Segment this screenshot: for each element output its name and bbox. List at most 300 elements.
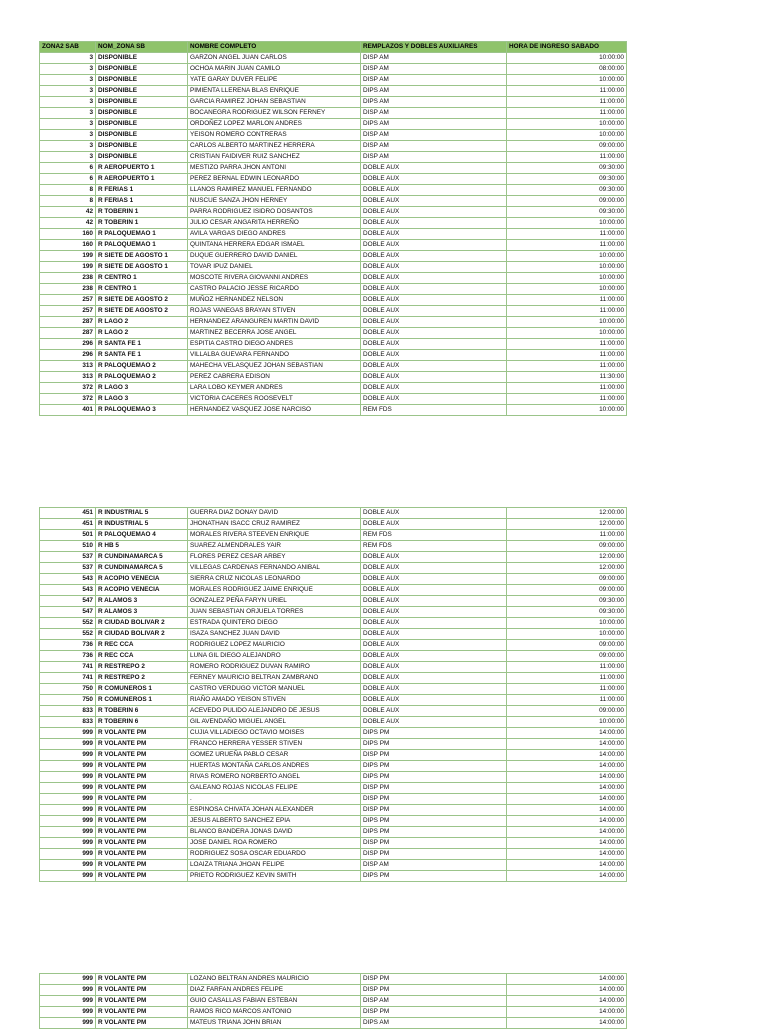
cell-hora: 11:30:00 bbox=[507, 372, 627, 383]
cell-tipo: DIPS AM bbox=[361, 86, 507, 97]
cell-tipo: DISP AM bbox=[361, 141, 507, 152]
cell-nombre: OCHOA MARIN JUAN CAMILO bbox=[188, 64, 361, 75]
cell-hora: 14:00:00 bbox=[507, 985, 627, 996]
cell-nom: R AEROPUERTO 1 bbox=[96, 163, 188, 174]
cell-tipo: DISP PM bbox=[361, 1007, 507, 1018]
cell-nom: R VOLANTE PM bbox=[96, 827, 188, 838]
cell-nom: R TOBERIN 1 bbox=[96, 218, 188, 229]
cell-zona: 372 bbox=[40, 394, 96, 405]
table-row bbox=[40, 750, 627, 761]
cell-nom: R REC CCA bbox=[96, 640, 188, 651]
cell-tipo: DOBLE AUX bbox=[361, 339, 507, 350]
roster-table-1 bbox=[39, 41, 627, 416]
table-row bbox=[40, 996, 627, 1007]
table-row bbox=[40, 541, 627, 552]
table-body-2 bbox=[40, 508, 627, 882]
cell-tipo: REM FDS bbox=[361, 541, 507, 552]
table-row bbox=[40, 739, 627, 750]
cell-nom: R VOLANTE PM bbox=[96, 871, 188, 882]
cell-tipo: DOBLE AUX bbox=[361, 673, 507, 684]
cell-hora: 10:00:00 bbox=[507, 317, 627, 328]
table-row bbox=[40, 119, 627, 130]
cell-nombre: BLANCO BANDERA JONAS DAVID bbox=[188, 827, 361, 838]
cell-tipo: DOBLE AUX bbox=[361, 284, 507, 295]
cell-hora: 10:00:00 bbox=[507, 328, 627, 339]
cell-nombre: JHONATHAN ISACC CRUZ RAMIREZ bbox=[188, 519, 361, 530]
cell-nom: R SIETE DE AGOSTO 2 bbox=[96, 295, 188, 306]
cell-tipo: REM FDS bbox=[361, 405, 507, 416]
cell-tipo: DISP PM bbox=[361, 985, 507, 996]
cell-nombre: CASTRO VERDUGO VICTOR MANUEL bbox=[188, 684, 361, 695]
table-row bbox=[40, 130, 627, 141]
cell-nom: R VOLANTE PM bbox=[96, 772, 188, 783]
table-block-2 bbox=[39, 507, 626, 882]
cell-tipo: DOBLE AUX bbox=[361, 306, 507, 317]
cell-tipo: DISP PM bbox=[361, 838, 507, 849]
table-row bbox=[40, 673, 627, 684]
cell-zona: 401 bbox=[40, 405, 96, 416]
cell-nombre: MATEUS TRIANA JOHN BRIAN bbox=[188, 1018, 361, 1029]
cell-zona: 833 bbox=[40, 706, 96, 717]
cell-zona: 296 bbox=[40, 339, 96, 350]
table-row bbox=[40, 596, 627, 607]
cell-nombre: DUQUE GUERRERO DAVID DANIEL bbox=[188, 251, 361, 262]
cell-zona: 736 bbox=[40, 640, 96, 651]
cell-zona: 160 bbox=[40, 229, 96, 240]
cell-hora: 09:30:00 bbox=[507, 596, 627, 607]
cell-nombre: ESTRADA QUINTERO DIEGO bbox=[188, 618, 361, 629]
cell-zona: 999 bbox=[40, 838, 96, 849]
cell-zona: 257 bbox=[40, 306, 96, 317]
cell-nom: R LAGO 2 bbox=[96, 328, 188, 339]
cell-tipo: DOBLE AUX bbox=[361, 651, 507, 662]
cell-nom: R VOLANTE PM bbox=[96, 761, 188, 772]
cell-tipo: DIPS PM bbox=[361, 739, 507, 750]
table-row bbox=[40, 207, 627, 218]
cell-nom: R SANTA FE 1 bbox=[96, 339, 188, 350]
header-row bbox=[40, 42, 627, 53]
table-row bbox=[40, 1018, 627, 1029]
cell-nom: DISPONIBLE bbox=[96, 64, 188, 75]
cell-hora: 14:00:00 bbox=[507, 728, 627, 739]
table-row bbox=[40, 552, 627, 563]
cell-nombre: SIERRA CRUZ NICOLAS LEONARDO bbox=[188, 574, 361, 585]
cell-nombre: MOSCOTE RIVERA GIOVANNI ANDRES bbox=[188, 273, 361, 284]
cell-zona: 313 bbox=[40, 372, 96, 383]
cell-nombre: BOCANEGRA RODRIGUEZ WILSON FERNEY bbox=[188, 108, 361, 119]
cell-zona: 42 bbox=[40, 218, 96, 229]
cell-nom: R VOLANTE PM bbox=[96, 750, 188, 761]
table-row bbox=[40, 640, 627, 651]
cell-nombre: RAMOS RICO MARCOS ANTONIO bbox=[188, 1007, 361, 1018]
table-row bbox=[40, 585, 627, 596]
table-row bbox=[40, 251, 627, 262]
cell-nombre: ROJAS VANEGAS BRAYAN STIVEN bbox=[188, 306, 361, 317]
cell-hora: 11:00:00 bbox=[507, 361, 627, 372]
cell-nombre: VICTORIA CACERES ROOSEVELT bbox=[188, 394, 361, 405]
cell-nom: R SIETE DE AGOSTO 2 bbox=[96, 306, 188, 317]
table-row bbox=[40, 805, 627, 816]
cell-nom: R PALOQUEMAO 3 bbox=[96, 405, 188, 416]
cell-nom: DISPONIBLE bbox=[96, 130, 188, 141]
cell-nom: R TOBERIN 1 bbox=[96, 207, 188, 218]
table-row bbox=[40, 783, 627, 794]
cell-hora: 10:00:00 bbox=[507, 262, 627, 273]
cell-hora: 11:00:00 bbox=[507, 295, 627, 306]
cell-zona: 741 bbox=[40, 673, 96, 684]
table-row bbox=[40, 849, 627, 860]
cell-nombre: ORDOÑEZ LOPEZ MARLON ANDRES bbox=[188, 119, 361, 130]
cell-nombre: RIVAS ROMERO NORBERTO ANGEL bbox=[188, 772, 361, 783]
cell-hora: 10:00:00 bbox=[507, 119, 627, 130]
cell-tipo: DISP AM bbox=[361, 53, 507, 64]
table-row bbox=[40, 827, 627, 838]
cell-hora: 09:00:00 bbox=[507, 541, 627, 552]
cell-tipo: DOBLE AUX bbox=[361, 295, 507, 306]
cell-zona: 3 bbox=[40, 53, 96, 64]
cell-zona: 257 bbox=[40, 295, 96, 306]
table-row bbox=[40, 262, 627, 273]
cell-hora: 10:00:00 bbox=[507, 53, 627, 64]
cell-zona: 750 bbox=[40, 695, 96, 706]
cell-hora: 09:30:00 bbox=[507, 174, 627, 185]
cell-nom: R CUNDINAMARCA 5 bbox=[96, 552, 188, 563]
table-row bbox=[40, 530, 627, 541]
cell-tipo: DOBLE AUX bbox=[361, 207, 507, 218]
table-row bbox=[40, 108, 627, 119]
cell-nombre: QUINTANA HERRERA EDGAR ISMAEL bbox=[188, 240, 361, 251]
cell-zona: 3 bbox=[40, 75, 96, 86]
cell-zona: 543 bbox=[40, 574, 96, 585]
cell-nombre: LARA LOBO KEYMER ANDRES bbox=[188, 383, 361, 394]
cell-nombre: FERNEY MAURICIO BELTRAN ZAMBRANO bbox=[188, 673, 361, 684]
cell-nom: R LAGO 3 bbox=[96, 383, 188, 394]
cell-nom: DISPONIBLE bbox=[96, 152, 188, 163]
cell-hora: 14:00:00 bbox=[507, 838, 627, 849]
cell-zona: 833 bbox=[40, 717, 96, 728]
cell-hora: 14:00:00 bbox=[507, 996, 627, 1007]
table-body-3 bbox=[40, 974, 627, 1029]
cell-hora: 14:00:00 bbox=[507, 849, 627, 860]
cell-nom: DISPONIBLE bbox=[96, 75, 188, 86]
cell-hora: 10:00:00 bbox=[507, 130, 627, 141]
table-row bbox=[40, 185, 627, 196]
cell-hora: 12:00:00 bbox=[507, 508, 627, 519]
table-row bbox=[40, 662, 627, 673]
cell-nombre: GALEANO ROJAS NICOLAS FELIPE bbox=[188, 783, 361, 794]
cell-hora: 10:00:00 bbox=[507, 218, 627, 229]
table-row bbox=[40, 328, 627, 339]
cell-nombre: FLORES PEREZ CESAR ARBEY bbox=[188, 552, 361, 563]
cell-hora: 11:00:00 bbox=[507, 152, 627, 163]
cell-nombre: GUERRA DIAZ DONAY DAVID bbox=[188, 508, 361, 519]
cell-zona: 160 bbox=[40, 240, 96, 251]
cell-zona: 547 bbox=[40, 607, 96, 618]
cell-nombre: MAHECHA VELASQUEZ JOHAN SEBASTIAN bbox=[188, 361, 361, 372]
cell-hora: 09:00:00 bbox=[507, 640, 627, 651]
cell-tipo: DISP AM bbox=[361, 996, 507, 1007]
cell-zona: 999 bbox=[40, 1007, 96, 1018]
cell-hora: 11:00:00 bbox=[507, 673, 627, 684]
cell-tipo: DIPS PM bbox=[361, 827, 507, 838]
cell-tipo: DOBLE AUX bbox=[361, 273, 507, 284]
cell-nom: DISPONIBLE bbox=[96, 119, 188, 130]
table-row bbox=[40, 607, 627, 618]
cell-hora: 11:00:00 bbox=[507, 684, 627, 695]
cell-hora: 11:00:00 bbox=[507, 108, 627, 119]
cell-nombre: JESUS ALBERTO SANCHEZ EPIA bbox=[188, 816, 361, 827]
cell-hora: 14:00:00 bbox=[507, 794, 627, 805]
cell-nom: R COMUNEROS 1 bbox=[96, 684, 188, 695]
cell-tipo: DOBLE AUX bbox=[361, 328, 507, 339]
cell-zona: 999 bbox=[40, 974, 96, 985]
cell-nom: R SIETE DE AGOSTO 1 bbox=[96, 262, 188, 273]
cell-tipo: DOBLE AUX bbox=[361, 240, 507, 251]
cell-tipo: DOBLE AUX bbox=[361, 394, 507, 405]
cell-hora: 10:00:00 bbox=[507, 251, 627, 262]
cell-nombre: VILLALBA GUEVARA FERNANDO bbox=[188, 350, 361, 361]
cell-tipo: DIPS AM bbox=[361, 1018, 507, 1029]
cell-nom: R RESTREPO 2 bbox=[96, 662, 188, 673]
cell-nom: R VOLANTE PM bbox=[96, 1007, 188, 1018]
cell-tipo: DISP AM bbox=[361, 130, 507, 141]
table-row bbox=[40, 75, 627, 86]
cell-tipo: DOBLE AUX bbox=[361, 508, 507, 519]
cell-hora: 11:00:00 bbox=[507, 86, 627, 97]
cell-nombre: MESTIZO PARRA JHON ANTONI bbox=[188, 163, 361, 174]
table-row bbox=[40, 629, 627, 640]
cell-zona: 999 bbox=[40, 816, 96, 827]
table-row bbox=[40, 174, 627, 185]
cell-hora: 14:00:00 bbox=[507, 860, 627, 871]
header-remplazos: REMPLAZOS Y DOBLES AUXILIARES bbox=[361, 42, 507, 53]
cell-zona: 537 bbox=[40, 552, 96, 563]
cell-nombre: LUNA GIL DIEGO ALEJANDRO bbox=[188, 651, 361, 662]
cell-hora: 10:00:00 bbox=[507, 284, 627, 295]
cell-tipo: DOBLE AUX bbox=[361, 185, 507, 196]
cell-nom: R ACOPIO VENECIA bbox=[96, 574, 188, 585]
cell-zona: 372 bbox=[40, 383, 96, 394]
cell-nom: R VOLANTE PM bbox=[96, 838, 188, 849]
header-nom-zona: NOM_ZONA SB bbox=[96, 42, 188, 53]
cell-hora: 09:00:00 bbox=[507, 651, 627, 662]
cell-nombre: NUSCUE SANZA JHON HERNEY bbox=[188, 196, 361, 207]
cell-tipo: DISP AM bbox=[361, 64, 507, 75]
cell-nom: R RESTREPO 2 bbox=[96, 673, 188, 684]
cell-zona: 999 bbox=[40, 871, 96, 882]
cell-tipo: DOBLE AUX bbox=[361, 383, 507, 394]
cell-tipo: DISP PM bbox=[361, 805, 507, 816]
cell-tipo: DISP PM bbox=[361, 794, 507, 805]
cell-tipo: DIPS AM bbox=[361, 97, 507, 108]
table-row bbox=[40, 196, 627, 207]
cell-hora: 11:00:00 bbox=[507, 383, 627, 394]
cell-nom: R FERIAS 1 bbox=[96, 196, 188, 207]
cell-nom: R CUNDINAMARCA 5 bbox=[96, 563, 188, 574]
table-row bbox=[40, 218, 627, 229]
cell-tipo: DOBLE AUX bbox=[361, 229, 507, 240]
cell-nom: R ACOPIO VENECIA bbox=[96, 585, 188, 596]
cell-nom: R FERIAS 1 bbox=[96, 185, 188, 196]
cell-hora: 14:00:00 bbox=[507, 772, 627, 783]
cell-nom: DISPONIBLE bbox=[96, 86, 188, 97]
cell-zona: 999 bbox=[40, 860, 96, 871]
cell-nom: R INDUSTRIAL 5 bbox=[96, 508, 188, 519]
cell-zona: 6 bbox=[40, 174, 96, 185]
cell-hora: 09:00:00 bbox=[507, 196, 627, 207]
cell-tipo: DISP AM bbox=[361, 860, 507, 871]
cell-hora: 09:00:00 bbox=[507, 706, 627, 717]
cell-zona: 999 bbox=[40, 739, 96, 750]
cell-hora: 10:00:00 bbox=[507, 405, 627, 416]
table-row bbox=[40, 394, 627, 405]
cell-tipo: DOBLE AUX bbox=[361, 262, 507, 273]
cell-zona: 741 bbox=[40, 662, 96, 673]
cell-hora: 14:00:00 bbox=[507, 1007, 627, 1018]
header-nombre: NOMBRE COMPLETO bbox=[188, 42, 361, 53]
table-row bbox=[40, 508, 627, 519]
cell-nom: R TOBERIN 6 bbox=[96, 717, 188, 728]
table-row bbox=[40, 405, 627, 416]
cell-nombre: CARLOS ALBERTO MARTINEZ HERRERA bbox=[188, 141, 361, 152]
table-block-3 bbox=[39, 973, 626, 1029]
cell-nombre: ROMERO RODRIGUEZ DUVAN RAMIRO bbox=[188, 662, 361, 673]
cell-nombre: ESPINOSA CHIVATA JOHAN ALEXANDER bbox=[188, 805, 361, 816]
cell-hora: 14:00:00 bbox=[507, 739, 627, 750]
table-row bbox=[40, 383, 627, 394]
cell-zona: 999 bbox=[40, 750, 96, 761]
cell-nom: R VOLANTE PM bbox=[96, 805, 188, 816]
cell-tipo: DIPS PM bbox=[361, 728, 507, 739]
cell-tipo: DOBLE AUX bbox=[361, 317, 507, 328]
cell-nom: DISPONIBLE bbox=[96, 108, 188, 119]
cell-nombre: . bbox=[188, 794, 361, 805]
cell-nombre: ESPITIA CASTRO DIEGO ANDRES bbox=[188, 339, 361, 350]
cell-tipo: DISP AM bbox=[361, 152, 507, 163]
cell-hora: 14:00:00 bbox=[507, 805, 627, 816]
cell-nombre: HUERTAS MONTAÑA CARLOS ANDRES bbox=[188, 761, 361, 772]
cell-nom: R CIUDAD BOLIVAR 2 bbox=[96, 629, 188, 640]
cell-tipo: DIPS PM bbox=[361, 772, 507, 783]
cell-tipo: DOBLE AUX bbox=[361, 695, 507, 706]
cell-nom: R COMUNEROS 1 bbox=[96, 695, 188, 706]
cell-tipo: DISP PM bbox=[361, 849, 507, 860]
cell-nombre: LLANOS RAMIREZ MANUEL FERNANDO bbox=[188, 185, 361, 196]
cell-zona: 999 bbox=[40, 761, 96, 772]
cell-hora: 09:30:00 bbox=[507, 185, 627, 196]
cell-zona: 3 bbox=[40, 130, 96, 141]
table-row bbox=[40, 728, 627, 739]
cell-zona: 3 bbox=[40, 86, 96, 97]
table-row bbox=[40, 574, 627, 585]
table-row bbox=[40, 86, 627, 97]
table-row bbox=[40, 1007, 627, 1018]
table-row bbox=[40, 240, 627, 251]
cell-zona: 537 bbox=[40, 563, 96, 574]
cell-tipo: DOBLE AUX bbox=[361, 607, 507, 618]
cell-tipo: DOBLE AUX bbox=[361, 629, 507, 640]
cell-zona: 451 bbox=[40, 519, 96, 530]
cell-hora: 09:30:00 bbox=[507, 163, 627, 174]
cell-zona: 3 bbox=[40, 119, 96, 130]
cell-nombre: CASTRO PALACIO JESSE RICARDO bbox=[188, 284, 361, 295]
cell-hora: 10:00:00 bbox=[507, 717, 627, 728]
table-row bbox=[40, 985, 627, 996]
cell-nom: R PALOQUEMAO 1 bbox=[96, 229, 188, 240]
cell-zona: 736 bbox=[40, 651, 96, 662]
cell-nom: R LAGO 2 bbox=[96, 317, 188, 328]
cell-hora: 14:00:00 bbox=[507, 974, 627, 985]
cell-nom: R CENTRO 1 bbox=[96, 273, 188, 284]
cell-nombre: CRISTIAN FAIDIVER RUIZ SANCHEZ bbox=[188, 152, 361, 163]
cell-nombre: MARTINEZ BECERRA JOSE ANGEL bbox=[188, 328, 361, 339]
table-row bbox=[40, 772, 627, 783]
cell-zona: 238 bbox=[40, 273, 96, 284]
cell-hora: 12:00:00 bbox=[507, 552, 627, 563]
cell-hora: 11:00:00 bbox=[507, 97, 627, 108]
cell-nom: DISPONIBLE bbox=[96, 53, 188, 64]
cell-zona: 8 bbox=[40, 185, 96, 196]
cell-nom: R VOLANTE PM bbox=[96, 783, 188, 794]
cell-zona: 199 bbox=[40, 262, 96, 273]
table-row bbox=[40, 295, 627, 306]
table-row bbox=[40, 706, 627, 717]
cell-nom: R VOLANTE PM bbox=[96, 794, 188, 805]
cell-nombre: PARRA RODRIGUEZ ISIDRO DOSANTOS bbox=[188, 207, 361, 218]
table-row bbox=[40, 618, 627, 629]
cell-tipo: DOBLE AUX bbox=[361, 196, 507, 207]
cell-nombre: YATE GARAY DUVER FELIPE bbox=[188, 75, 361, 86]
cell-nom: R VOLANTE PM bbox=[96, 996, 188, 1007]
cell-nombre: PIMIENTA LLERENA BLAS ENRIQUE bbox=[188, 86, 361, 97]
table-row bbox=[40, 563, 627, 574]
cell-tipo: DISP PM bbox=[361, 783, 507, 794]
cell-tipo: DOBLE AUX bbox=[361, 361, 507, 372]
cell-nombre: GOMEZ URUEÑA PABLO CESAR bbox=[188, 750, 361, 761]
cell-zona: 6 bbox=[40, 163, 96, 174]
table-row bbox=[40, 695, 627, 706]
table-row bbox=[40, 273, 627, 284]
table-row bbox=[40, 64, 627, 75]
cell-zona: 451 bbox=[40, 508, 96, 519]
table-row bbox=[40, 816, 627, 827]
cell-nom: R CIUDAD BOLIVAR 2 bbox=[96, 618, 188, 629]
table-row bbox=[40, 651, 627, 662]
table-row bbox=[40, 317, 627, 328]
cell-hora: 14:00:00 bbox=[507, 827, 627, 838]
cell-hora: 11:00:00 bbox=[507, 695, 627, 706]
cell-nombre: HERNANDEZ ARANGUREN MARTIN DAVID bbox=[188, 317, 361, 328]
cell-tipo: DIPS PM bbox=[361, 761, 507, 772]
cell-zona: 999 bbox=[40, 1018, 96, 1029]
table-block-1 bbox=[39, 41, 626, 416]
cell-nom: R VOLANTE PM bbox=[96, 849, 188, 860]
cell-hora: 14:00:00 bbox=[507, 871, 627, 882]
cell-nom: R HB 5 bbox=[96, 541, 188, 552]
cell-tipo: DIPS PM bbox=[361, 816, 507, 827]
cell-tipo: DOBLE AUX bbox=[361, 706, 507, 717]
table-row bbox=[40, 871, 627, 882]
cell-zona: 238 bbox=[40, 284, 96, 295]
cell-nom: R PALOQUEMAO 1 bbox=[96, 240, 188, 251]
cell-nombre: DIAZ FARFAN ANDRES FELIPE bbox=[188, 985, 361, 996]
table-row bbox=[40, 761, 627, 772]
cell-zona: 543 bbox=[40, 585, 96, 596]
cell-nom: R VOLANTE PM bbox=[96, 739, 188, 750]
roster-table-2 bbox=[39, 507, 627, 882]
cell-tipo: DOBLE AUX bbox=[361, 519, 507, 530]
cell-nom: R VOLANTE PM bbox=[96, 860, 188, 871]
